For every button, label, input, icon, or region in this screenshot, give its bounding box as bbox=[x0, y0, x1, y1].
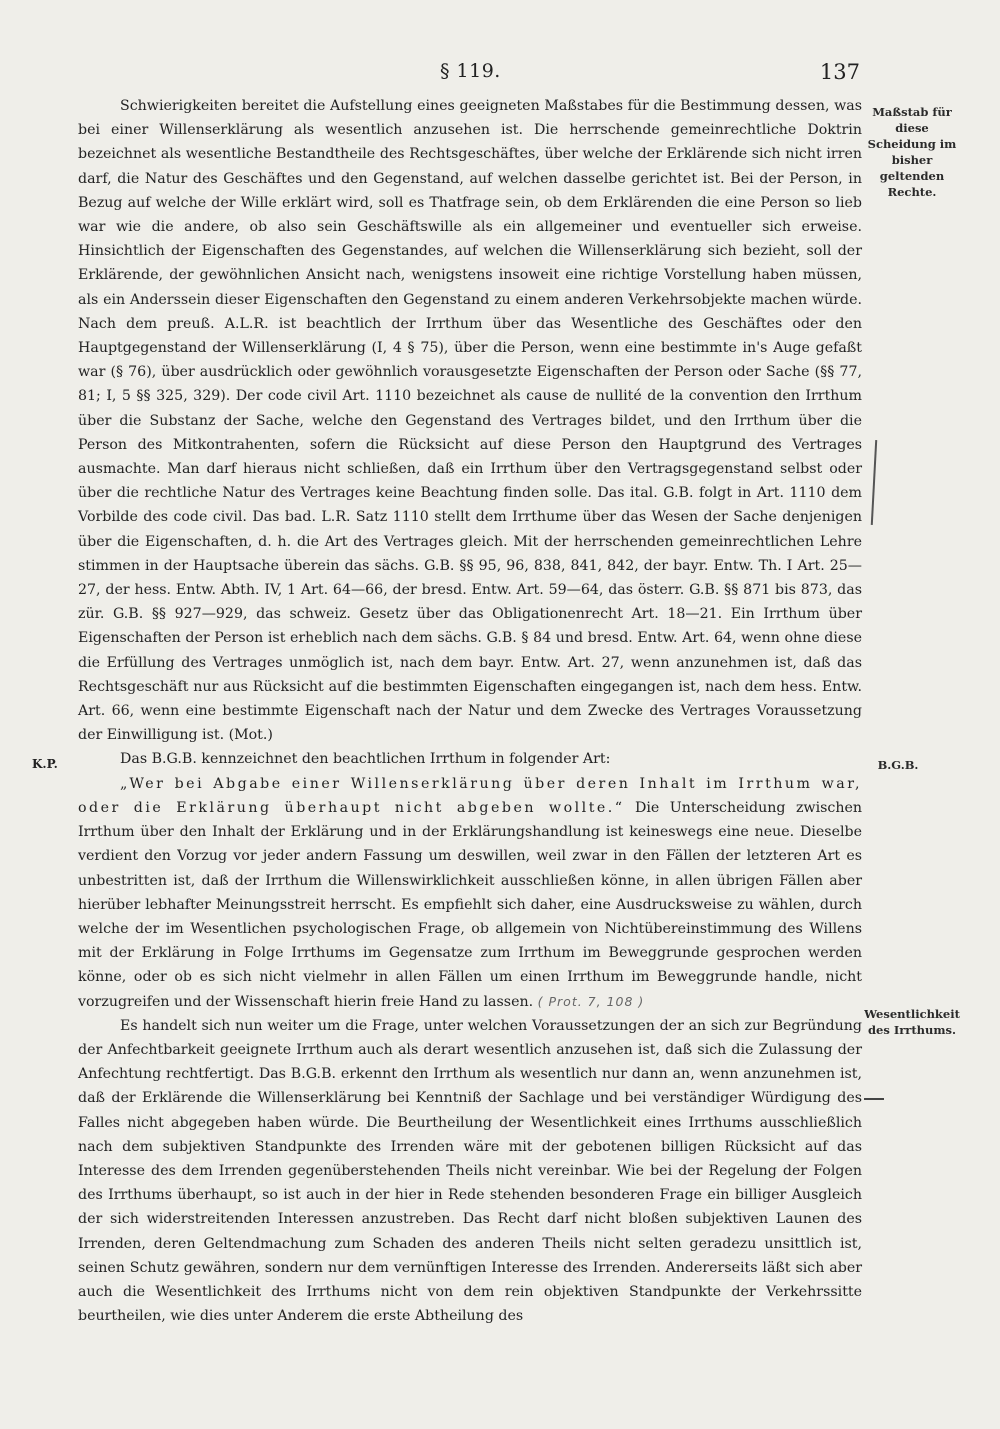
left-margin-marker: K.P. bbox=[32, 757, 58, 771]
page-number: 137 bbox=[819, 60, 860, 84]
margin-note-bgb: B.G.B. bbox=[877, 758, 919, 772]
quoted-provision: „Wer bei Abgabe einer Willenserklärung über deren Inhalt im Irrthum war, oder die Erklärung überhaupt nicht abgeben wollte.“ bbox=[78, 775, 862, 816]
paragraph-1: Schwierigkeiten bereitet die Aufstellung eines geeigneten Maßstabes für die Bestimmung dessen, was bei einer Willenserklärung als wesentlich anzusehen ist. Die herrschende gemeinrechtliche Doktrin bezeichnet als wesentliche Bestandtheile des Rechtsgeschäftes, über welche der Erklärende sich nicht irren darf, die Natur des Geschäftes und den Gegenstand, auf welchen dasselbe gerichtet ist. Bei der Person, in Bezug auf welche der Wille erklärt wird, soll es Thatfrage sein, ob dem Erklärenden die eine Person so lieb war wie die andere, ob also sein Geschäftswille als ein allgemeiner und eventueller sich erweise. Hinsichtlich der Eigenschaften des Gegenstandes, auf welchen die Willenserklärung sich bezieht, soll der Erklärende, der gewöhnlichen Ansicht nach, wenigstens insoweit eine richtige Vorstellung haben müssen, als ein Anderssein dieser Eigenschaften den Gegenstand zu einem anderen Verkehrsobjekte machen würde. Nach dem preuß. A.L.R. ist beachtlich der Irrthum über das Wesentliche des Geschäftes oder den Hauptgegenstand der Willenserklärung (I, 4 § 75), über die Person, wenn eine bestimmte in's Auge gefaßt war (§ 76), über ausdrücklich oder gewöhnlich vorausgesetzte Eigenschaften der Person oder Sache (§§ 77, 81; I, 5 §§ 325, 329). Der code civil Art. 1110 bezeichnet als cause de nullité de la convention den Irrthum über die Substanz der Sache, welche den Gegenstand des Vertrages bildet, und den Irrthum über die Person des Mitkontrahenten, sofern die Rücksicht auf diese Person den Hauptgrund des Vertrages ausmachte. Man darf hieraus nicht schließen, daß ein Irrthum über den Vertragsgegenstand selbst oder über die rechtliche Natur des Vertrages keine Beachtung finden solle. Das ital. G.B. folgt in Art. 1110 dem Vorbilde des code civil. Das bad. L.R. Satz 1110 stellt dem Irrthume über das Wesen der Sache denjenigen über die Eigenschaften, d. h. die Art des Vertrages gleich. Mit der herrschenden gemeinrechtlichen Lehre stimmen in der Hauptsache überein das sächs. G.B. §§ 95, 96, 838, 841, 842, der bayr. Entw. Th. I Art. 25—27, der hess. Entw. Abth. IV, 1 Art. 64—66, der bresd. Entw. Art. 59—64, das österr. G.B. §§ 871 bis 873, das zür. G.B. §§ 927—929, das schweiz. Gesetz über das Obligationenrecht Art. 18—21. Ein Irrthum über Eigenschaften der Person ist erheblich nach dem sächs. G.B. § 84 und bresd. Entw. Art. 64, wenn ohne diese die Erfüllung des Vertrages unmöglich ist, nach dem bayr. Entw. Art. 27, wenn anzunehmen ist, daß das Rechtsgeschäft nur aus Rücksicht auf die bestimmten Eigenschaften eingegangen ist, nach dem hess. Entw. Art. 66, wenn eine bestimmte Eigenschaft nach der Natur und dem Zwecke des Vertrages Voraussetzung der Einwilligung ist. (Mot.) bbox=[78, 98, 862, 744]
paragraph-3 bbox=[78, 772, 862, 1014]
body-text bbox=[78, 94, 862, 1328]
paragraph-4: Es handelt sich nun weiter um die Frage, unter welchen Voraussetzungen der an sich zur Begründung der Anfechtbarkeit geeignete Irrthum auch als derart wesentlich anzusehen ist, daß sich die Zulassung der Anfechtung rechtfertigt. Das B.G.B. erkennt den Irrthum als wesentlich nur dann an, wenn anzunehmen ist, daß der Erklärende die Willenserklärung bei Kenntniß der Sachlage und bei verständiger Würdigung des Falles nicht abgegeben haben würde. Die Beurtheilung der Wesentlichkeit eines Irrthums ausschließlich nach dem subjektiven Standpunkte des Irrenden wäre mit der gebotenen billigen Rücksicht auf das Interesse des dem Irrenden gegenüberstehenden Theils nicht vereinbar. Wie bei der Regelung der Folgen des Irrthums überhaupt, so ist auch in der hier in Rede stehenden besonderen Frage ein billiger Ausgleich der sich widerstreitenden Interessen anzustreben. Das Recht darf nicht bloßen subjektiven Launen des Irrenden, deren Geltendmachung zum Schaden des anderen Theils nicht selten geradezu unsittlich ist, seinen Schutz gewähren, sondern nur dem vernünftigen Interesse des Irrenden. Andererseits läßt sich aber auch die Wesentlichkeit des Irrthums nicht von dem rein objektiven Standpunkte der Verkehrssitte beurtheilen, wie dies unter Anderem die erste Abtheilung des bbox=[78, 1017, 862, 1325]
section-number: § 119. bbox=[440, 60, 501, 82]
margin-note-essentiality: Wesentlichkeit des Irrthums. bbox=[864, 1007, 960, 1037]
margin-pencil-line bbox=[871, 440, 877, 525]
paragraph-3-body: Die Unterscheidung zwischen Irrthum über den Inhalt der Erklärung und in der Erklärungshandlung ist keineswegs eine neue. Dieselbe verdient den Vorzug vor jeder andern Fassung um deswillen, weil zwar in den Fällen der letzteren Art es unbestritten ist, daß der Irrthum die Willenswirklichkeit ausschließen könne, in allen übrigen Fällen aber hierüber lebhafter Meinungsstreit herrscht. Es empfiehlt sich daher, eine Ausdrucksweise zu wählen, durch welche der im Wesentlichen psychologischen Frage, ob allgemein von Nichtübereinstimmung des Willens mit der Erklärung in Folge Irrthums im Gegensatze zum Irrthum im Beweggrunde gesprochen werden könne, oder ob es sich nicht vielmehr in allen Fällen um einen Irrthum im Beweggrunde handle, nicht vorzugreifen und der Wissenschaft hierin freie Hand zu lassen. bbox=[78, 799, 863, 1010]
margin-pencil-dash bbox=[864, 1098, 884, 1100]
handwritten-annotation: ( Prot. 7, 108 ) bbox=[537, 993, 645, 1009]
paragraph-2: Das B.G.B. kennzeichnet den beachtlichen Irrthum in folgender Art: bbox=[120, 751, 611, 768]
margin-note-standard: Maßstab für diese Scheidung im bisher geltenden Rechte. bbox=[867, 105, 957, 199]
page-header bbox=[80, 60, 860, 90]
